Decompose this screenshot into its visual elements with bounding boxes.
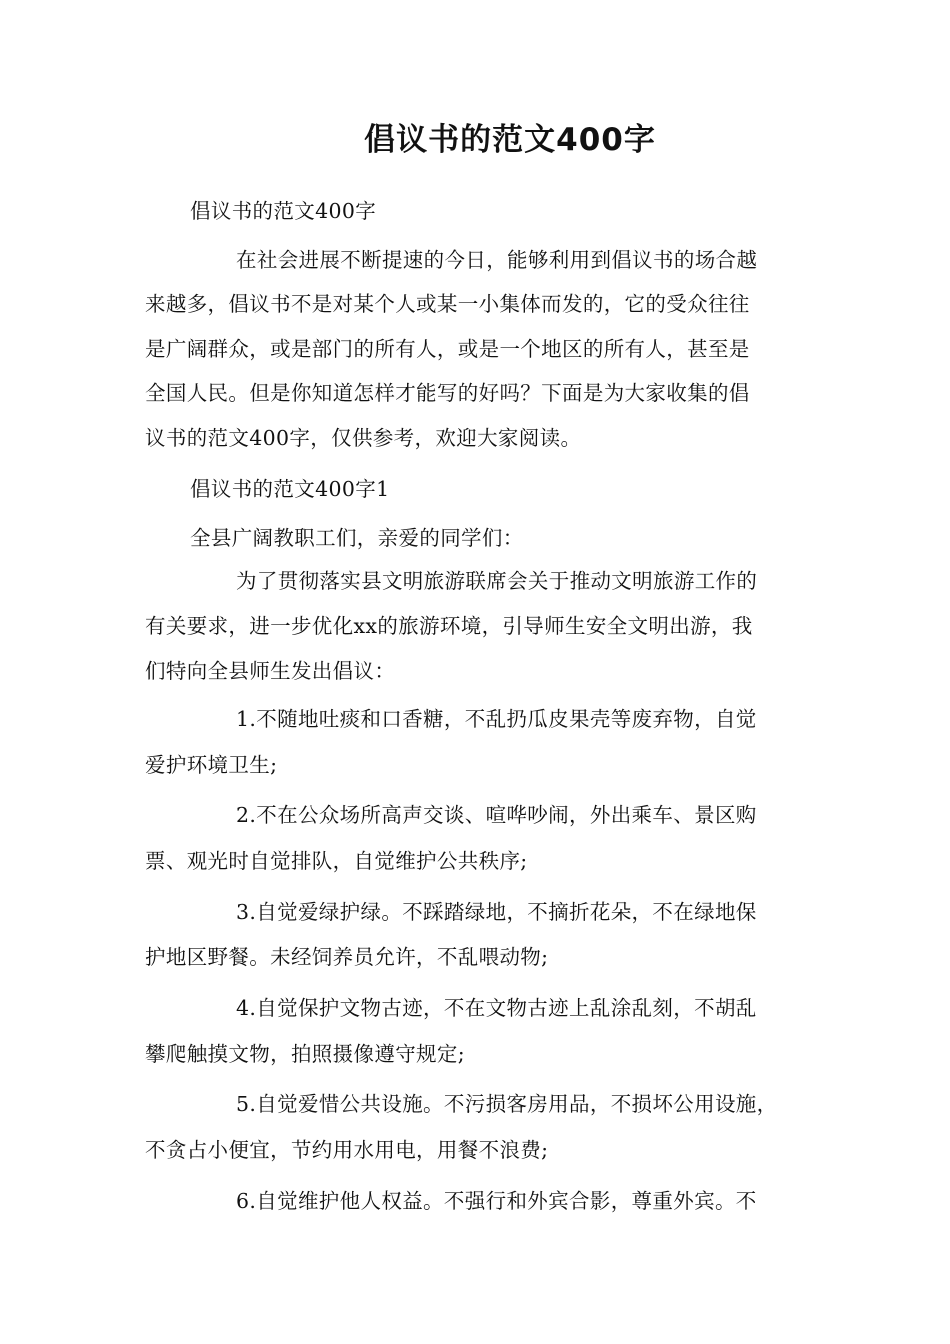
text-line: 是广阔群众，或是部门的所有人，或是一个地区的所有人，甚至是 xyxy=(145,337,750,361)
text-line: 们特向全县师生发出倡议： xyxy=(145,659,396,683)
text-line: 4.自觉保护文物古迹，不在文物古迹上乱涂乱刻，不胡乱 xyxy=(236,996,757,1020)
text-line: 票、观光时自觉排队，自觉维护公共秩序; xyxy=(145,849,528,873)
text-line: 5.自觉爱惜公共设施。不污损客房用品，不损坏公用设施， xyxy=(236,1092,778,1116)
text-line: 全国人民。但是你知道怎样才能写的好吗？下面是为大家收集的倡 xyxy=(145,381,750,405)
text-line: 倡议书的范文400字 xyxy=(190,199,377,223)
text-line: 6.自觉维护他人权益。不强行和外宾合影，尊重外宾。不 xyxy=(236,1189,757,1213)
text-line: 爱护环境卫生; xyxy=(145,753,278,777)
document-title: 倡议书的范文400字 xyxy=(364,122,656,158)
text-line: 议书的范文400字，仅供参考，欢迎大家阅读。 xyxy=(145,426,582,450)
text-line: 倡议书的范文400字1 xyxy=(190,477,390,501)
text-line: 2.不在公众场所高声交谈、喧哗吵闹，外出乘车、景区购 xyxy=(236,803,757,827)
text-line: 攀爬触摸文物，拍照摄像遵守规定; xyxy=(145,1042,466,1066)
text-line: 不贪占小便宜，节约用水用电，用餐不浪费; xyxy=(145,1138,549,1162)
text-line: 为了贯彻落实县文明旅游联席会关于推动文明旅游工作的 xyxy=(236,569,758,593)
text-line: 在社会进展不断提速的今日，能够利用到倡议书的场合越 xyxy=(236,248,758,272)
text-line: 有关要求，进一步优化xx的旅游环境，引导师生安全文明出游，我 xyxy=(145,614,753,638)
text-line: 全县广阔教职工们，亲爱的同学们： xyxy=(190,526,524,550)
text-line: 护地区野餐。未经饲养员允许，不乱喂动物; xyxy=(145,945,549,969)
text-line: 1.不随地吐痰和口香糖，不乱扔瓜皮果壳等废弃物，自觉 xyxy=(236,707,757,731)
text-line: 来越多，倡议书不是对某个人或某一小集体而发的，它的受众往往 xyxy=(145,292,750,316)
text-line: 3.自觉爱绿护绿。不踩踏绿地，不摘折花朵，不在绿地保 xyxy=(236,900,757,924)
